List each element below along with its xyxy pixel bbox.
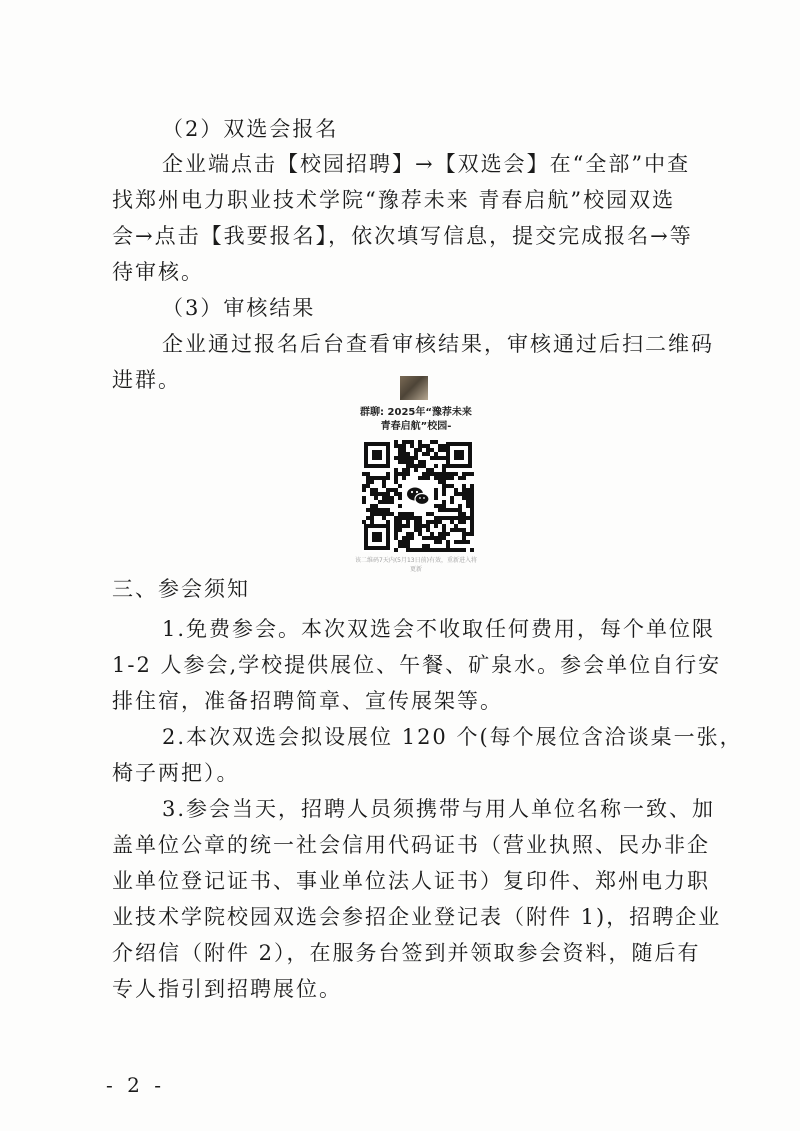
p3-line: 介绍信（附件 2），在服务台签到并领取参会资料，随后有: [112, 941, 701, 965]
group-qr-card: [354, 376, 478, 576]
item2-line: 找郑州电力职业技术学院“豫荐未来 青春启航”校园双选: [112, 188, 676, 212]
p3-line: 业技术学院校园双选会参招企业登记表（附件 1)，招聘企业: [112, 905, 722, 929]
p1-line: 1.免费参会。本次双选会不收取任何费用，每个单位限: [162, 617, 716, 641]
item2-line: 企业端点击【校园招聘】→【双选会】在“全部”中查: [162, 152, 691, 176]
qr-caption: 该二维码7天内(5月13日前)有效，重新进入将更新: [355, 557, 477, 573]
item2-title: （2）双选会报名: [162, 117, 339, 141]
p1-line: 1-2 人参会,学校提供展位、午餐、矿泉水。参会单位自行安: [112, 653, 722, 677]
page-number: - 2 -: [106, 1073, 165, 1097]
p2-line: 2.本次双选会拟设展位 120 个(每个展位含洽谈桌一张，: [162, 725, 743, 749]
item3-title: （3）审核结果: [162, 296, 316, 320]
p3-line: 专人指引到招聘展位。: [112, 977, 342, 1001]
p3-line: 盖单位公章的统一社会信用代码证书（营业执照、民办非企: [112, 833, 710, 857]
p1-line: 排住宿，准备招聘简章、宣传展架等。: [112, 689, 503, 713]
p3-line: 3.参会当天，招聘人员须携带与用人单位名称一致、加: [162, 797, 716, 821]
group-avatar: [400, 376, 428, 400]
item3-line: 进群。: [112, 368, 181, 392]
wechat-icon: [404, 482, 432, 510]
item3-line: 企业通过报名后台查看审核结果，审核通过后扫二维码: [162, 332, 714, 356]
item2-line: 会→点击【我要报名】，依次填写信息，提交完成报名→等: [112, 224, 693, 248]
qr-group-title: 群聊: 2025年“豫荐未来 青春启航”校园-: [360, 407, 472, 432]
p2-line: 椅子两把）。: [112, 761, 240, 785]
p3-line: 业单位登记证书、事业单位法人证书）复印件、郑州电力职: [112, 869, 710, 893]
section3-heading: 三、参会须知: [112, 577, 250, 601]
qr-code: [362, 440, 474, 552]
item2-line: 待审核。: [112, 260, 204, 284]
